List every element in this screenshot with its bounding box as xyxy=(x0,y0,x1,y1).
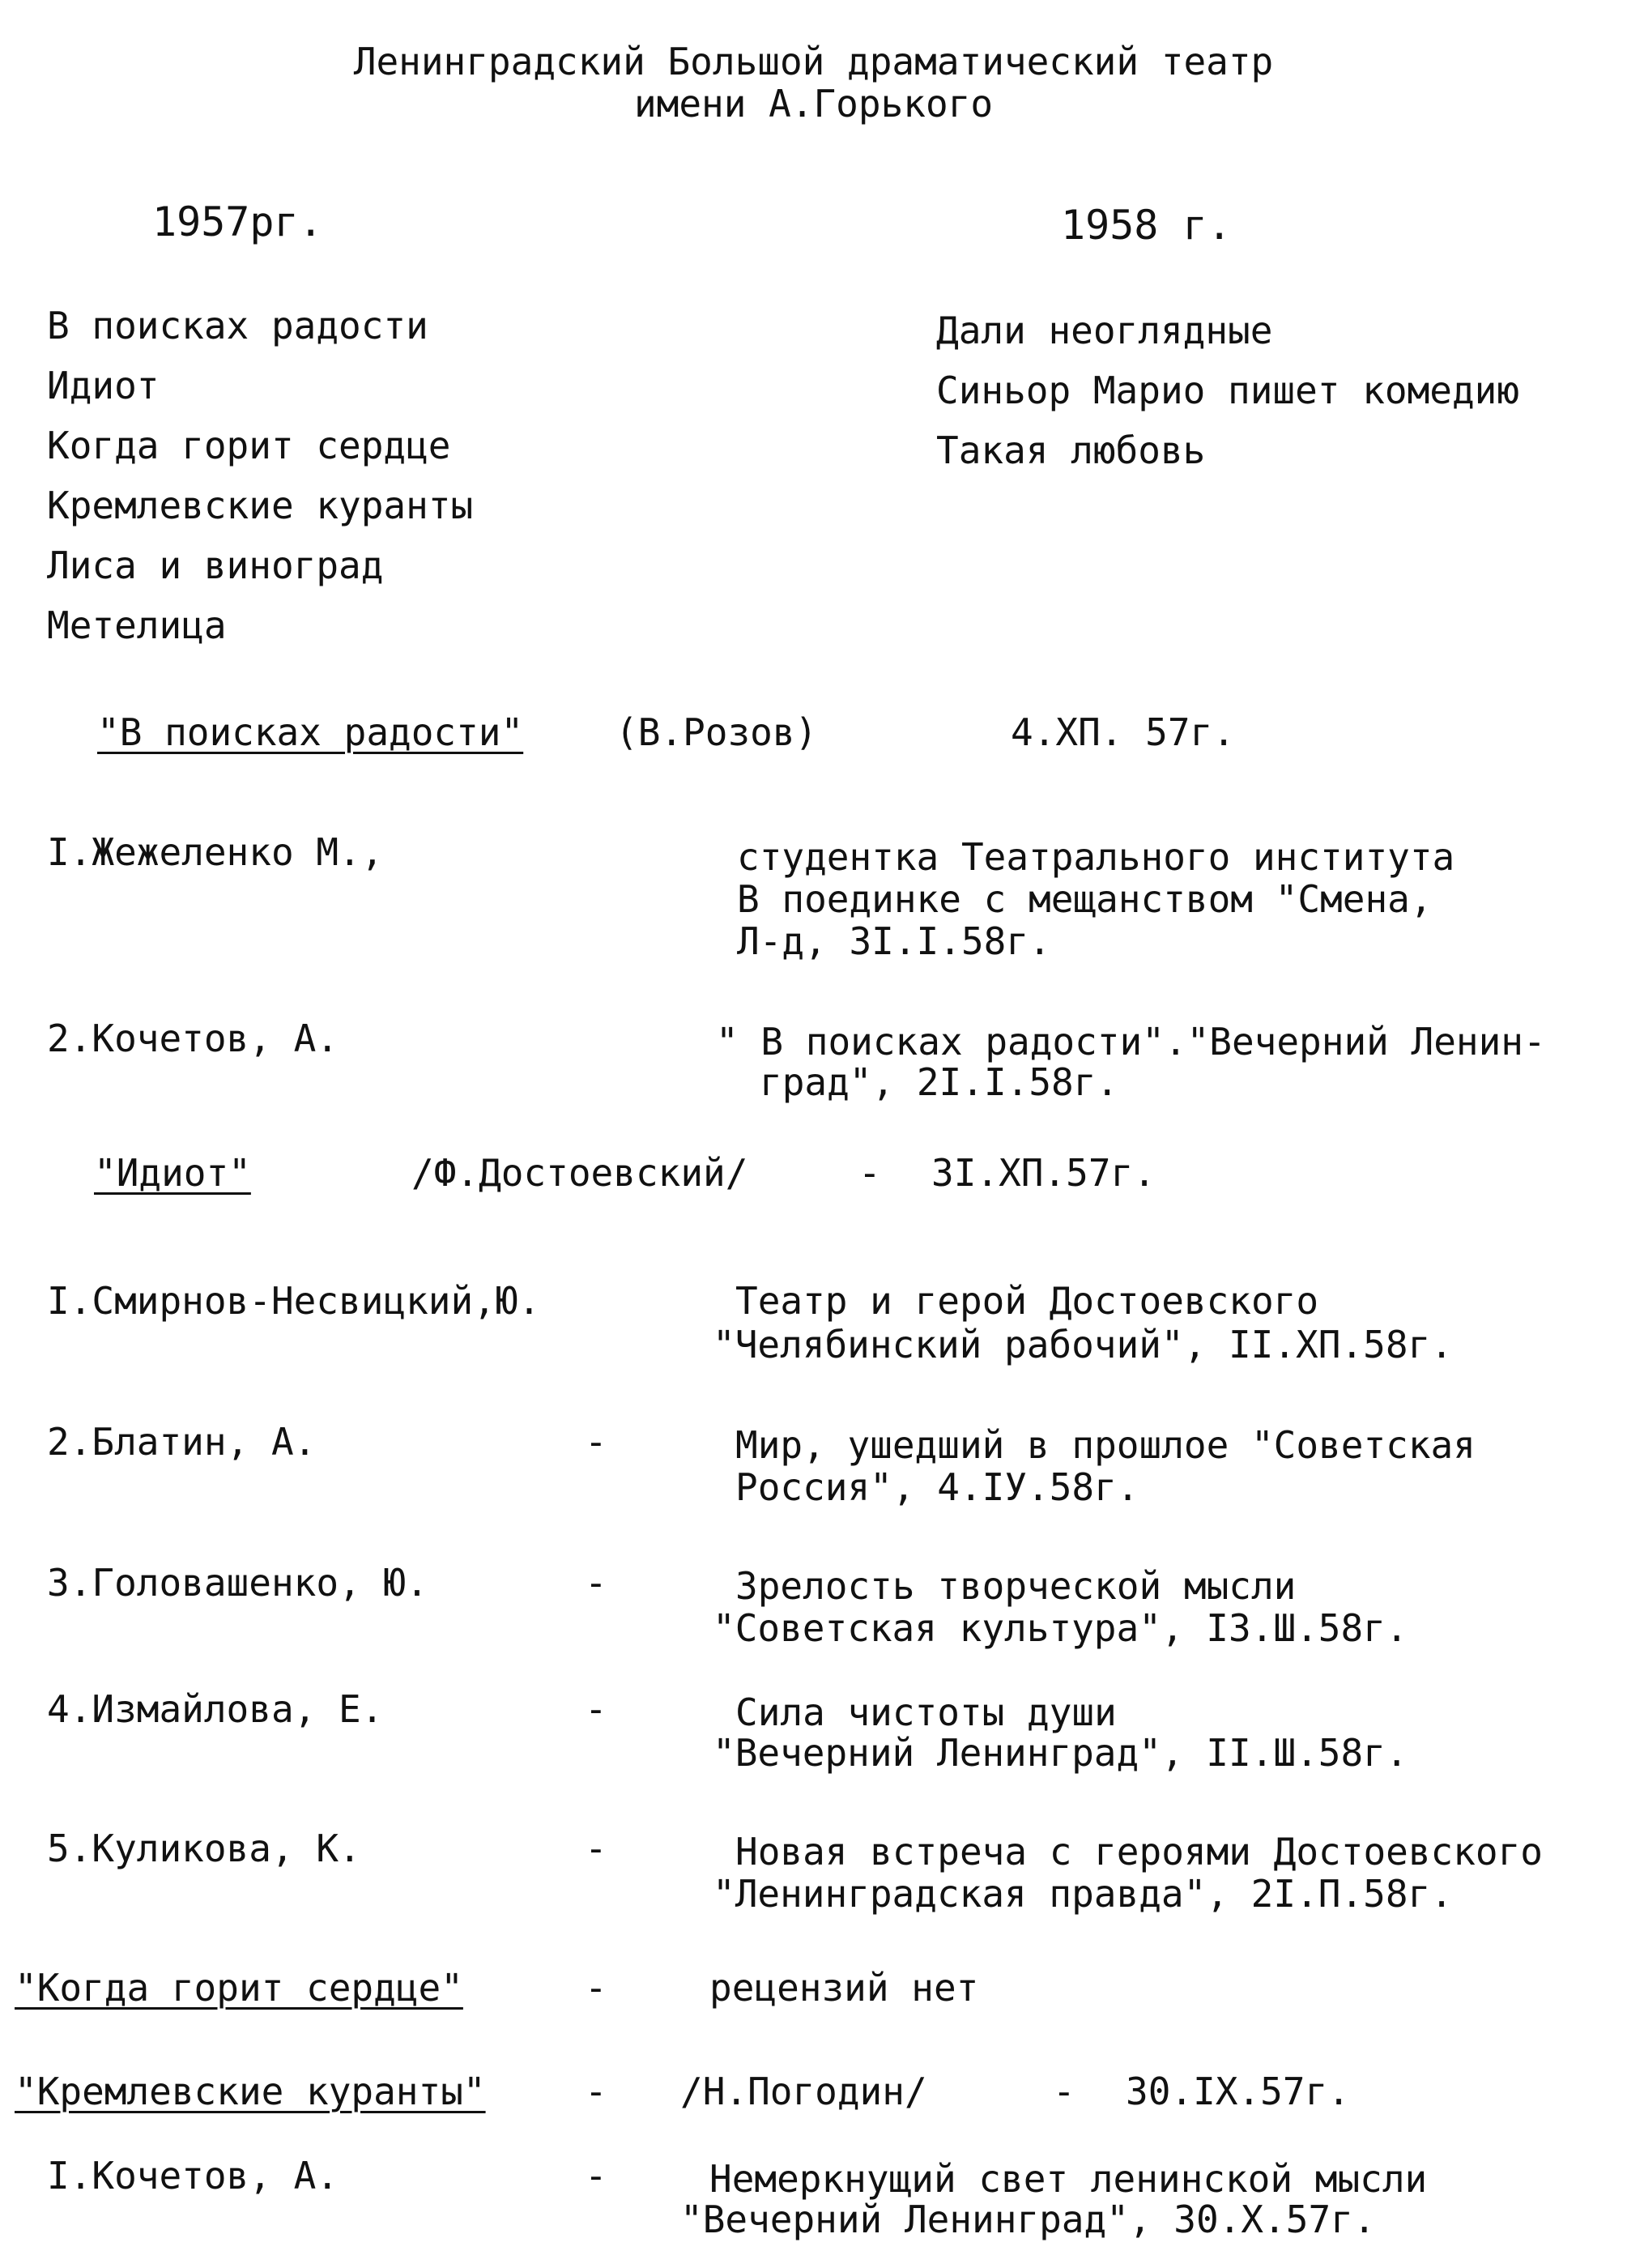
review-line: Театр и герой Достоевского xyxy=(735,1279,1319,1323)
reviewer-name: I.Жежеленко М., xyxy=(47,830,384,874)
review-line: В поединке с мещанством "Смена, xyxy=(737,877,1433,921)
play-list-item: Кремлевские куранты xyxy=(47,484,474,527)
year-1958-heading: 1958 г. xyxy=(1061,202,1232,249)
reviewer-name: 2.Кочетов, А. xyxy=(47,1017,339,1060)
review-line: "Вечерний Ленинград", 30.X.57г. xyxy=(680,2198,1376,2241)
section-date: 4.XП. 57г. xyxy=(1011,710,1235,754)
section-dash: - xyxy=(585,1966,607,2010)
review-line: "Челябинский рабочий", II.XП.58г. xyxy=(713,1323,1453,1366)
review-line: Л-д, 3I.I.58г. xyxy=(737,919,1051,963)
play-list-item: Метелица xyxy=(47,603,227,647)
section-title: "Идиот" xyxy=(94,1151,251,1195)
play-list-item: В поисках радости xyxy=(47,304,428,347)
reviewer-name: 5.Куликова, К. xyxy=(47,1827,361,1870)
play-list-item: Дали неоглядные xyxy=(936,309,1273,352)
reviewer-name: 2.Блатин, А. xyxy=(47,1420,317,1464)
play-list-item: Когда горит сердце xyxy=(47,424,451,467)
section-author: /Ф.Достоевский/ xyxy=(411,1151,748,1195)
header-theatre-dedication: имени А.Горького xyxy=(633,82,994,126)
review-line: "Вечерний Ленинград", II.Ш.58г. xyxy=(713,1731,1408,1775)
reviewer-dash: - xyxy=(585,1420,607,1464)
review-line: Сила чистоты души xyxy=(735,1690,1117,1734)
reviewer-name: 3.Головашенко, Ю. xyxy=(47,1561,428,1605)
review-line: студентка Театрального института xyxy=(737,835,1455,879)
reviewer-name: I.Смирнов-Несвицкий,Ю. xyxy=(47,1279,541,1323)
section-title: "В поисках радости" xyxy=(97,710,524,754)
section-dash: - xyxy=(858,1151,881,1195)
play-list-item: Синьор Марио пишет комедию xyxy=(936,369,1520,412)
section-date: 3I.XП.57г. xyxy=(931,1151,1156,1195)
section-dash: - xyxy=(1053,2070,1075,2113)
reviewer-dash: - xyxy=(585,2154,607,2198)
review-line: " В поисках радости"."Вечерний Ленин- xyxy=(716,1020,1546,1064)
header-theatre-name: Ленинградский Большой драматический театр xyxy=(353,40,1274,83)
review-line: Зрелость творческой мысли xyxy=(735,1564,1297,1608)
section-author: /Н.Погодин/ xyxy=(680,2070,927,2113)
play-list-item: Такая любовь xyxy=(936,428,1206,472)
section-author: (В.Розов) xyxy=(615,710,818,754)
review-line: Россия", 4.IУ.58г. xyxy=(735,1465,1139,1509)
review-line: Немеркнущий свет ленинской мысли xyxy=(709,2157,1428,2201)
review-line: Новая встреча с героями Достоевского xyxy=(735,1830,1543,1874)
section-title: "Кремлевские куранты" xyxy=(15,2070,486,2113)
section-dash: - xyxy=(585,2070,607,2113)
reviewer-dash: - xyxy=(585,1561,607,1605)
year-1957-heading: 1957рг. xyxy=(152,198,323,245)
play-list-item: Идиот xyxy=(47,364,160,407)
section-note: рецензий нет xyxy=(709,1966,979,2010)
reviewer-dash: - xyxy=(585,1687,607,1731)
section-date: 30.IX.57г. xyxy=(1126,2070,1350,2113)
review-line: Мир, ушедший в прошлое "Советская xyxy=(735,1423,1476,1467)
reviewer-dash: - xyxy=(585,1827,607,1870)
review-line: "Ленинградская правда", 2I.П.58г. xyxy=(713,1872,1453,1916)
reviewer-name: 4.Измайлова, Е. xyxy=(47,1687,384,1731)
review-line: град", 2I.I.58г. xyxy=(760,1060,1119,1104)
play-list-item: Лиса и виноград xyxy=(47,544,384,587)
review-line: "Советская культура", I3.Ш.58г. xyxy=(713,1606,1408,1650)
section-title: "Когда горит сердце" xyxy=(15,1966,463,2010)
reviewer-name: I.Кочетов, А. xyxy=(47,2154,339,2198)
